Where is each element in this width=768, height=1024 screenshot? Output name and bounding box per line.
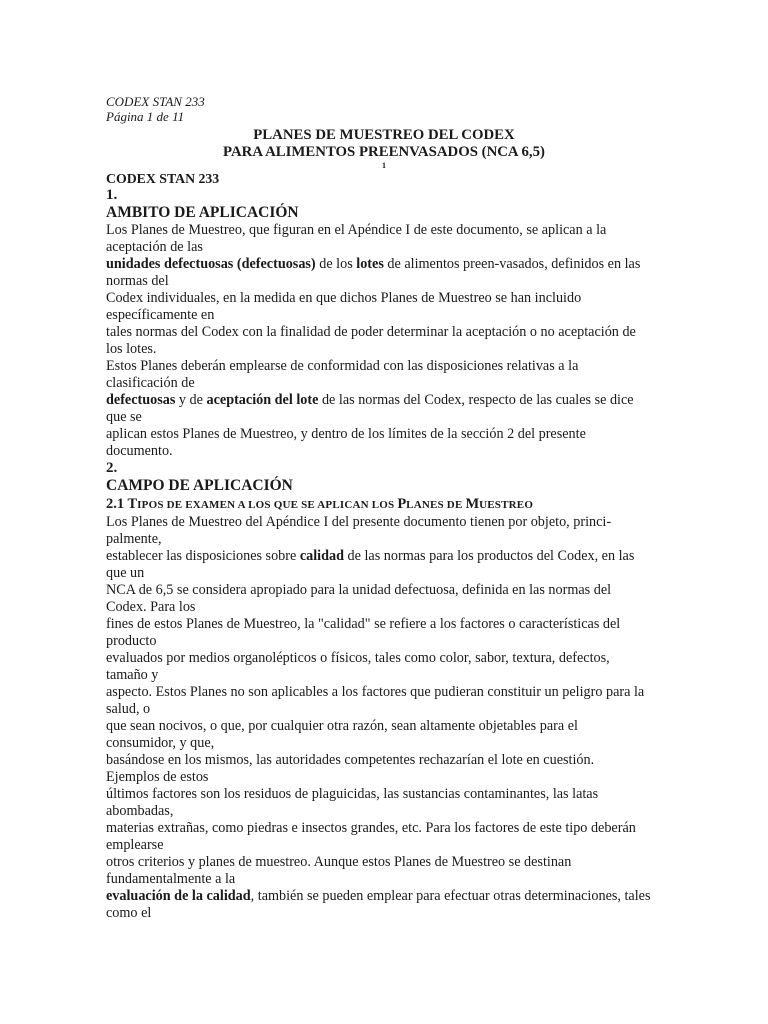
- text-line: [106, 548, 666, 565]
- text-line: [106, 256, 666, 273]
- text-line: materias extrañas, como piedras e insectos grandes, etc. Para los factores de este tipo deberán: [106, 820, 636, 836]
- bold-term: defectuosas: [106, 392, 176, 408]
- text-line: Ejemplos de estos: [106, 769, 209, 785]
- text-line: que se: [106, 409, 142, 425]
- text-line: otros criterios y planes de muestreo. Aunque estos Planes de Muestreo se destinan: [106, 854, 572, 870]
- section-1-number: 1.: [106, 187, 118, 203]
- subsection-number: 2.1: [106, 496, 128, 512]
- text-line: fines de estos Planes de Muestreo, la "calidad" se refiere a los factores o características del: [106, 616, 621, 632]
- text-line: palmente,: [106, 531, 162, 547]
- text-line: salud, o: [106, 701, 151, 717]
- text-span: de las normas del Codex, respecto de las cuales se dice: [318, 392, 634, 408]
- footnote-mark: 1: [382, 161, 386, 170]
- section-2-heading: CAMPO DE APLICACIÓN: [106, 477, 293, 494]
- text-line: evaluados por medios organolépticos o físicos, tales como color, sabor, textura, defectos,: [106, 650, 610, 666]
- text-line: tales normas del Codex con la finalidad de poder determinar la aceptación o no aceptación de: [106, 324, 636, 340]
- text-span: de los: [315, 256, 357, 272]
- small-caps-initial: P: [397, 496, 407, 512]
- text-line: Estos Planes deberán emplearse de conformidad con las disposiciones relativas a la: [106, 358, 579, 374]
- text-line: específicamente en: [106, 307, 215, 323]
- text-line: consumidor, y que,: [106, 735, 215, 751]
- bold-term: lotes: [356, 256, 384, 272]
- section-2-number: 2.: [106, 460, 118, 476]
- text-span: establecer las disposiciones sobre: [106, 548, 300, 564]
- text-line: tamaño y: [106, 667, 159, 683]
- text-line: aplican estos Planes de Muestreo, y dentro de los límites de la sección 2 del presente: [106, 426, 586, 442]
- text-line: normas del: [106, 273, 169, 289]
- small-caps-text: UESTREO: [479, 499, 534, 511]
- text-span: de las normas para los productos del Codex, en las: [344, 548, 635, 564]
- text-line: Codex individuales, en la medida en que dichos Planes de Muestreo se han incluido: [106, 290, 582, 306]
- bold-term: unidades defectuosas (defectuosas): [106, 256, 316, 272]
- text-span: , también se pueden emplear para efectuar otras determinaciones, tales: [250, 888, 651, 904]
- text-line: NCA de 6,5 se considera apropiado para la unidad defectuosa, definida en las normas del: [106, 582, 612, 598]
- text-line: que sean nocivos, o que, por cualquier otra razón, sean altamente objetables para el: [106, 718, 578, 734]
- text-line: emplearse: [106, 837, 164, 853]
- running-header: [106, 94, 768, 124]
- text-span: y de: [175, 392, 207, 408]
- document-body: [106, 170, 666, 922]
- text-line: Codex. Para los: [106, 599, 196, 615]
- text-line: clasificación de: [106, 375, 195, 391]
- text-line: basándose en los mismos, las autoridades competentes rechazarían el lote en cuestión.: [106, 752, 595, 768]
- document-title-line-1: PLANES DE MUESTREO DEL CODEX: [253, 127, 515, 143]
- subsection-2-1-heading: [106, 495, 666, 514]
- small-caps-initial: T: [127, 496, 138, 512]
- bold-term: evaluación de la calidad: [106, 888, 251, 904]
- text-line: los lotes.: [106, 341, 157, 357]
- text-line: [106, 392, 666, 409]
- text-line: documento.: [106, 443, 173, 459]
- text-line: [106, 888, 666, 905]
- section-1-heading: AMBITO DE APLICACIÓN: [106, 204, 299, 221]
- bold-term: aceptación del lote: [206, 392, 319, 408]
- text-line: producto: [106, 633, 157, 649]
- text-span: de alimentos preen-vasados, definidos en las: [383, 256, 641, 272]
- text-line: como el: [106, 905, 152, 921]
- text-line: Los Planes de Muestreo del Apéndice I del presente documento tienen por objeto, princi-: [106, 514, 612, 530]
- document-title-line-2: PARA ALIMENTOS PREENVASADOS (NCA 6,5): [223, 144, 545, 160]
- small-caps-initial: M: [465, 496, 480, 512]
- text-line: Los Planes de Muestreo, que figuran en el Apéndice I de este documento, se aplican a la: [106, 222, 607, 238]
- text-line: abombadas,: [106, 803, 174, 819]
- small-caps-text: LANES DE: [406, 499, 466, 511]
- header-standard-code: CODEX STAN 233: [106, 94, 205, 109]
- text-line: últimos factores son los residuos de plaguicidas, las sustancias contaminantes, las latas: [106, 786, 599, 802]
- text-line: que un: [106, 565, 145, 581]
- standard-code-heading: CODEX STAN 233: [106, 171, 220, 186]
- section-1-text: [106, 222, 666, 460]
- small-caps-text: IPOS DE EXAMEN A LOS QUE SE APLICAN LOS: [137, 499, 398, 511]
- section-2-text: [106, 514, 666, 922]
- text-line: fundamentalmente a la: [106, 871, 236, 887]
- header-page-number: Página 1 de 11: [106, 109, 185, 124]
- text-line: aceptación de las: [106, 239, 203, 255]
- text-line: aspecto. Estos Planes no son aplicables a los factores que pudieran constituir un peligro para la: [106, 684, 645, 700]
- bold-term: calidad: [299, 548, 344, 564]
